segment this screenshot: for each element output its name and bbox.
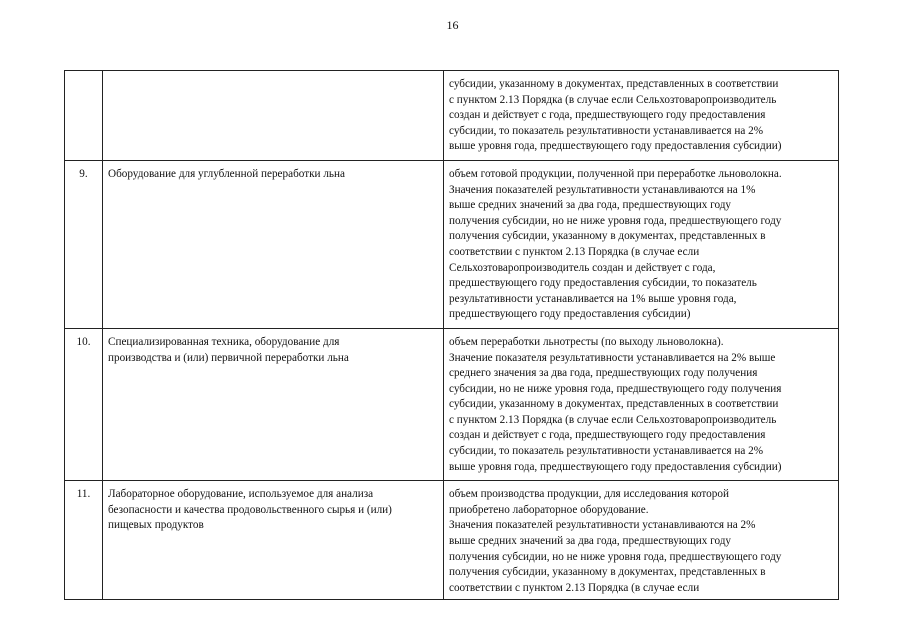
row-number: 10. — [65, 328, 103, 480]
indicator-line: создан и действует с года, предшествующего году предоставления — [449, 429, 766, 442]
indicator-line: субсидии, то показатель результативности устанавливается на 2% — [449, 445, 764, 458]
indicator-line: предшествующего году предоставления субсидии, то показатель — [449, 277, 757, 290]
equipment-name-line: Оборудование для углубленной переработки льна — [108, 167, 345, 180]
row-number: 9. — [65, 160, 103, 328]
indicator-line: выше уровня года, предшествующего году предоставления субсидии) — [449, 140, 782, 153]
indicator-line: выше средних значений за два года, предшествующих году — [449, 535, 732, 548]
table-row — [65, 71, 839, 161]
table-row — [65, 328, 839, 480]
indicator-line: получения субсидии, указанному в документах, представленных в — [449, 230, 766, 243]
indicator-line: с пунктом 2.13 Порядка (в случае если Сельхозтоваропроизводитель — [449, 93, 777, 106]
equipment-name-line: Специализированная техника, оборудование для — [108, 335, 340, 348]
indicator-cell — [444, 481, 839, 600]
indicator-line: выше уровня года, предшествующего году предоставления субсидии) — [449, 460, 782, 473]
indicator-line: получения субсидии, указанному в документах, представленных в — [449, 566, 766, 579]
indicator-line: объем готовой продукции, полученной при переработке льноволокна. — [449, 167, 782, 180]
equipment-name-cell — [103, 71, 444, 161]
table-body — [65, 71, 839, 600]
indicator-line: субсидии, указанному в документах, представленных в соответствии — [449, 78, 779, 90]
indicator-line: Значение показателя результативности устанавливается на 2% выше — [449, 351, 776, 364]
indicator-cell — [444, 328, 839, 480]
equipment-name-line: Лабораторное оборудование, используемое для анализа — [108, 488, 374, 501]
indicator-cell — [444, 160, 839, 328]
indicator-line: объем переработки льнотресты (по выходу льноволокна). — [449, 335, 724, 348]
indicator-cell — [444, 71, 839, 161]
indicator-line: предшествующего году предоставления субсидии) — [449, 308, 691, 321]
indicator-line: соответствии с пунктом 2.13 Порядка (в случае если — [449, 245, 700, 258]
equipment-name-line: пищевых продуктов — [108, 519, 204, 532]
equipment-name-cell — [103, 160, 444, 328]
equipment-name-cell — [103, 328, 444, 480]
indicator-line: объем производства продукции, для исследования которой — [449, 488, 729, 501]
table-row — [65, 481, 839, 600]
indicator-line: субсидии, указанному в документах, представленных в соответствии — [449, 398, 779, 411]
indicator-line: Значения показателей результативности устанавливаются на 2% — [449, 519, 756, 532]
equipment-name-line: производства и (или) первичной переработки льна — [108, 351, 349, 364]
indicator-line: выше средних значений за два года, предшествующих году — [449, 199, 732, 212]
row-number: 11. — [65, 481, 103, 600]
indicator-line: среднего значения за два года, предшествующих году получения — [449, 367, 758, 380]
indicator-line: получения субсидии, но не ниже уровня года, предшествующего году — [449, 214, 782, 227]
indicator-line: получения субсидии, но не ниже уровня года, предшествующего году — [449, 550, 782, 563]
indicator-line: Сельхозтоваропроизводитель создан и действует с года, — [449, 261, 716, 274]
indicator-line: создан и действует с года, предшествующего году предоставления — [449, 109, 766, 122]
indicator-line: с пунктом 2.13 Порядка (в случае если Сельхозтоваропроизводитель — [449, 413, 777, 426]
indicator-line: приобретено лабораторное оборудование. — [449, 503, 649, 516]
indicators-table — [64, 70, 839, 600]
indicator-line: субсидии, то показатель результативности устанавливается на 2% — [449, 124, 764, 137]
row-number — [65, 71, 103, 161]
indicator-line: соответствии с пунктом 2.13 Порядка (в случае если — [449, 581, 700, 594]
page-number: 16 — [446, 18, 459, 32]
equipment-name-cell — [103, 481, 444, 600]
table-row — [65, 160, 839, 328]
indicator-line: Значения показателей результативности устанавливаются на 1% — [449, 183, 756, 196]
equipment-name-line: безопасности и качества продовольственного сырья и (или) — [108, 503, 392, 516]
indicator-line: результативности устанавливается на 1% выше уровня года, — [449, 292, 737, 305]
indicator-line: субсидии, но не ниже уровня года, предшествующего году получения — [449, 382, 782, 395]
